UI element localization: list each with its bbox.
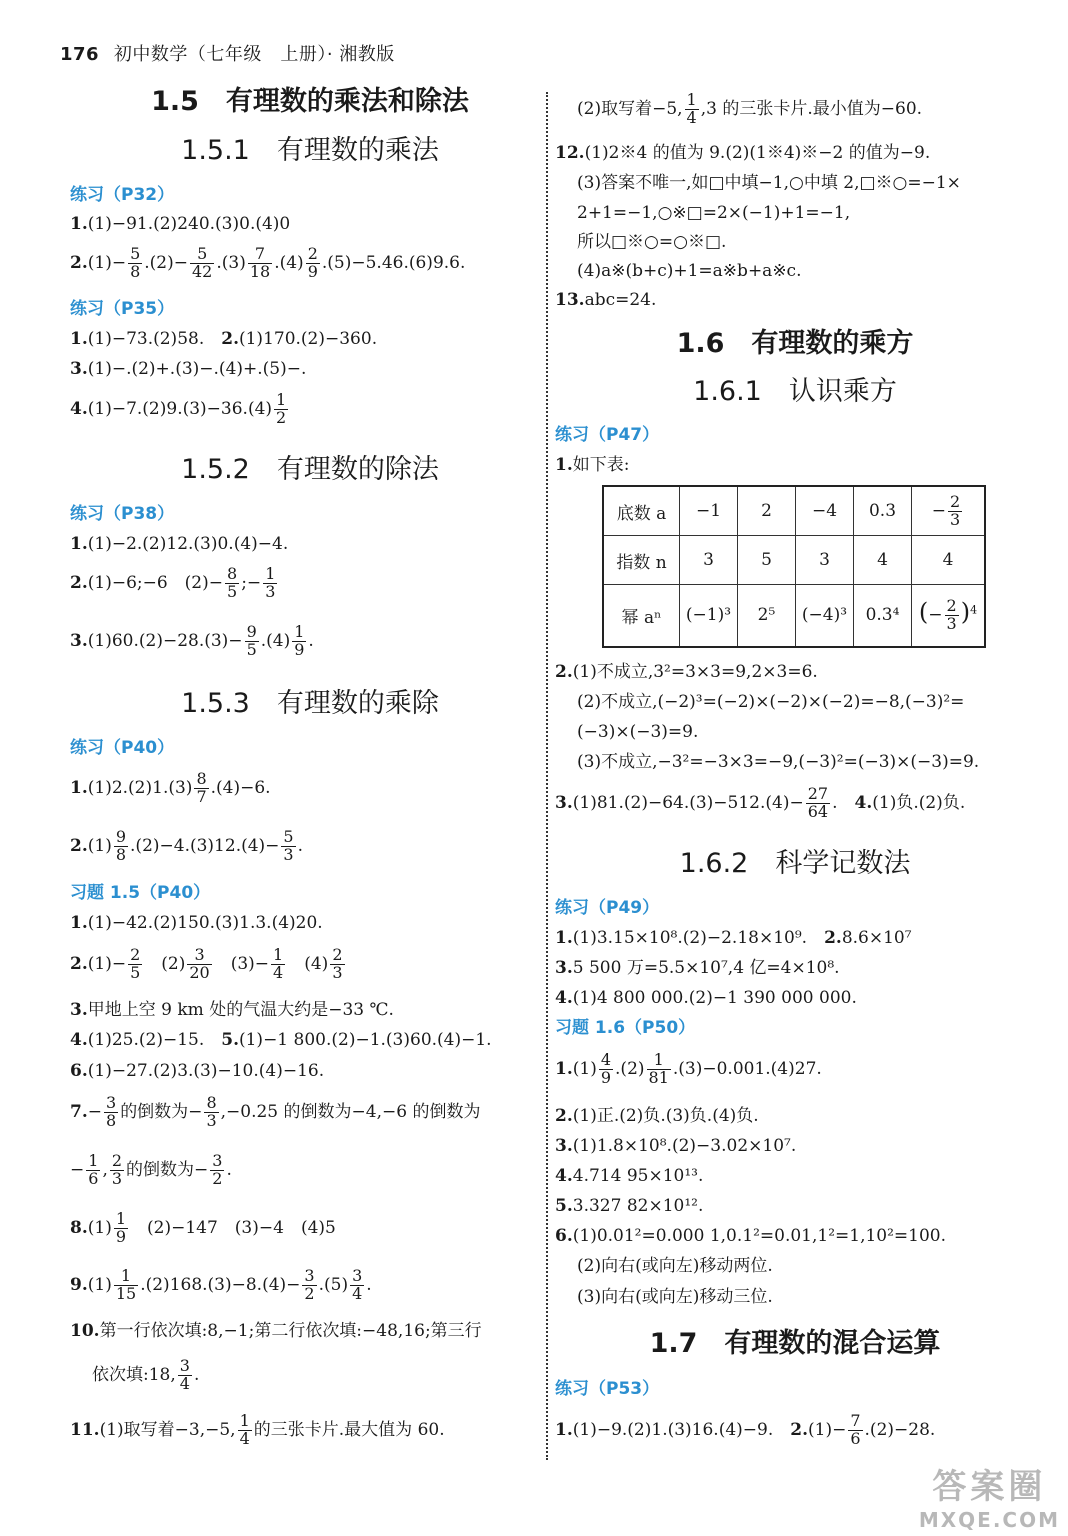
fraction: $\frac{1}{2}$ bbox=[276, 390, 287, 427]
answer-line: (2)向右(或向左)移动两位. bbox=[577, 1256, 773, 1276]
fraction: $\frac{3}{2}$ bbox=[304, 1266, 315, 1303]
answer-line: 1.(1)−9.(2)1.(3)16.(4)−9. 2.(1)− $\frac{7}{6}$ .(2)−28. bbox=[555, 1411, 936, 1448]
page-header bbox=[60, 40, 395, 66]
answer-line: 13.abc=24. bbox=[555, 290, 657, 310]
answer-line: 2.(1)− $\frac{5}{8}$ .(2)− $\frac{5}{42}$ .(3) $\frac{7}{18}$ .(4) $\frac{2}{9}$ .(5)−5.46.(6)9.6. bbox=[70, 244, 466, 281]
fraction: $\frac{2}{9}$ bbox=[307, 244, 318, 281]
subsection-title: 1.5.1 有理数的乘法 bbox=[181, 135, 439, 166]
watermark-logo: 答案圈 bbox=[932, 1467, 1047, 1507]
column-divider bbox=[546, 92, 548, 1460]
answer-line: 3.(1)−.(2)+.(3)−.(4)+.(5)−. bbox=[70, 359, 307, 379]
answer-line: 1.(1) $\frac{4}{9}$ .(2) $\frac{1}{81}$ .(3)−0.001.(4)27. bbox=[555, 1050, 822, 1087]
answer-line: 2.(1)− $\frac{2}{5}$ (2) $\frac{3}{20}$ (3)− $\frac{1}{4}$ (4) $\frac{2}{3}$ bbox=[70, 945, 343, 982]
table-cell: − $\frac{2}{3}$ bbox=[912, 486, 986, 536]
answer-line: 2.(1)−6;−6 (2)− $\frac{8}{5}$ ;− $\frac{1}{3}$ bbox=[70, 564, 276, 601]
table-cell: 幂 aⁿ bbox=[603, 585, 680, 647]
fraction: $\frac{5}{42}$ bbox=[192, 244, 213, 281]
fraction: $\frac{7}{6}$ bbox=[850, 1411, 861, 1448]
answer-line: 5.3.327 82×10¹². bbox=[555, 1196, 704, 1216]
exercise-label: 练习（P38） bbox=[70, 504, 175, 524]
table-cell: (−1)³ bbox=[680, 585, 738, 647]
fraction: $\frac{7}{18}$ bbox=[249, 244, 271, 281]
table-cell: (− $\frac{2}{3}$ )$^4$ bbox=[912, 585, 986, 647]
table-cell: 3 bbox=[680, 536, 738, 585]
table-cell: 4 bbox=[854, 536, 912, 585]
answer-line: 3.(1)60.(2)−28.(3)− $\frac{9}{5}$ .(4) $\frac{1}{9}$ . bbox=[70, 622, 314, 659]
fraction: $\frac{2}{3}$ bbox=[946, 596, 957, 633]
fraction: $\frac{1}{15}$ bbox=[115, 1266, 137, 1303]
fraction: $\frac{8}{3}$ bbox=[206, 1093, 217, 1130]
page-number: 176 bbox=[60, 44, 100, 65]
table-cell: 指数 n bbox=[603, 536, 680, 585]
table-cell: 0.3 bbox=[854, 486, 912, 536]
table-row bbox=[603, 536, 985, 585]
answer-line: 3.(1)81.(2)−64.(3)−512.(4)− $\frac{27}{64}$ . 4.(1)负.(2)负. bbox=[555, 784, 966, 821]
answer-line: 6.(1)−27.(2)3.(3)−10.(4)−16. bbox=[70, 1061, 325, 1081]
fraction: $\frac{4}{9}$ bbox=[600, 1050, 612, 1087]
table-cell: −1 bbox=[680, 486, 738, 536]
answer-line: (3)答案不唯一,如□中填−1,○中填 2,□※○=−1× bbox=[577, 173, 961, 193]
table-cell: 5 bbox=[738, 536, 796, 585]
exercise-label: 练习（P53） bbox=[555, 1379, 660, 1399]
answer-line: 依次填:18, $\frac{3}{4}$ . bbox=[92, 1356, 200, 1393]
answer-line: 2+1=−1,○※□=2×(−1)+1=−1, bbox=[577, 203, 851, 223]
fraction: $\frac{8}{5}$ bbox=[227, 564, 238, 601]
fraction: $\frac{2}{3}$ bbox=[950, 491, 961, 529]
answer-line: 所以□※○=○※□. bbox=[577, 232, 727, 252]
answer-line: 1.(1)3.15×10⁸.(2)−2.18×10⁹. 2.8.6×10⁷ bbox=[555, 928, 912, 948]
answer-line: 10.第一行依次填:8,−1;第二行依次填:−48,16;第三行 bbox=[70, 1321, 482, 1341]
answer-line: 3.甲地上空 9 km 处的气温大约是−33 ℃. bbox=[70, 1000, 394, 1020]
fraction: $\frac{1}{9}$ bbox=[294, 622, 305, 659]
answer-line: 1.(1)−73.(2)58. 2.(1)170.(2)−360. bbox=[70, 329, 378, 349]
table-cell: −4 bbox=[796, 486, 854, 536]
answer-line: (2)取写着−5, $\frac{1}{4}$ ,3 的三张卡片.最小值为−60. bbox=[577, 90, 923, 127]
fraction: $\frac{2}{3}$ bbox=[332, 945, 343, 982]
fraction: $\frac{3}{4}$ bbox=[352, 1266, 363, 1303]
fraction: $\frac{2}{5}$ bbox=[130, 945, 141, 982]
answer-line: (4)a※(b+c)+1=a※b+a※c. bbox=[577, 261, 802, 281]
fraction: $\frac{9}{5}$ bbox=[246, 622, 257, 659]
table-cell: 底数 a bbox=[603, 486, 680, 536]
watermark bbox=[919, 1459, 1060, 1532]
exercise-label: 练习（P35） bbox=[70, 299, 175, 319]
table-cell: 2 bbox=[738, 486, 796, 536]
fraction: $\frac{9}{8}$ bbox=[115, 827, 127, 864]
fraction: $\frac{1}{4}$ bbox=[239, 1411, 250, 1448]
fraction: $\frac{27}{64}$ bbox=[807, 784, 829, 821]
answer-line: 11.(1)取写着−3,−5, $\frac{1}{4}$ 的三张卡片.最大值为 60. bbox=[70, 1411, 445, 1448]
table-cell: 0.3⁴ bbox=[854, 585, 912, 647]
answer-line: 4.(1)−7.(2)9.(3)−36.(4) $\frac{1}{2}$ bbox=[70, 390, 287, 427]
fraction: $\frac{3}{20}$ bbox=[189, 945, 210, 982]
table-cell: (−4)³ bbox=[796, 585, 854, 647]
answer-line: 2.(1)正.(2)负.(3)负.(4)负. bbox=[555, 1106, 759, 1126]
answer-line: 8.(1) $\frac{1}{9}$ (2)−147 (3)−4 (4)5 bbox=[70, 1209, 336, 1246]
answer-line: (3)向右(或向左)移动三位. bbox=[577, 1287, 773, 1307]
exercise-label: 习题 1.6（P50） bbox=[555, 1018, 696, 1038]
answer-line: 1.(1)−91.(2)240.(3)0.(4)0 bbox=[70, 214, 291, 234]
section-title: 1.7 有理数的混合运算 bbox=[649, 1328, 941, 1359]
answer-line: 2.(1)不成立,3²=3×3=9,2×3=6. bbox=[555, 662, 818, 682]
fraction: $\frac{3}{2}$ bbox=[212, 1151, 223, 1188]
answer-line: 3.5 500 万=5.5×10⁷,4 亿=4×10⁸. bbox=[555, 958, 840, 978]
answer-line: 4.(1)4 800 000.(2)−1 390 000 000. bbox=[555, 988, 857, 1008]
fraction: $\frac{1}{81}$ bbox=[648, 1050, 669, 1087]
exercise-label: 练习（P49） bbox=[555, 898, 660, 918]
subsection-title: 1.5.3 有理数的乘除 bbox=[181, 688, 439, 719]
answer-line: 1.(1)−42.(2)150.(3)1.3.(4)20. bbox=[70, 913, 323, 933]
power-table bbox=[602, 485, 986, 648]
answer-line: (2)不成立,(−2)³=(−2)×(−2)×(−2)=−8,(−3)²= bbox=[577, 692, 965, 712]
answer-line: 1.如下表: bbox=[555, 455, 630, 475]
answer-line: (−3)×(−3)=9. bbox=[577, 722, 699, 742]
fraction: $\frac{1}{3}$ bbox=[265, 564, 276, 601]
section-title: 1.6 有理数的乘方 bbox=[676, 328, 914, 359]
answer-line: 4.(1)25.(2)−15. 5.(1)−1 800.(2)−1.(3)60.(4)−1. bbox=[70, 1030, 492, 1050]
fraction: $\frac{5}{3}$ bbox=[283, 827, 294, 864]
answer-line: 1.(1)2.(2)1.(3) $\frac{8}{7}$ .(4)−6. bbox=[70, 769, 271, 806]
answer-line: 2.(1) $\frac{9}{8}$ .(2)−4.(3)12.(4)− $\frac{5}{3}$ . bbox=[70, 827, 304, 864]
table-cell: 2⁵ bbox=[738, 585, 796, 647]
subsection-title: 1.6.1 认识乘方 bbox=[693, 376, 897, 407]
exercise-label: 习题 1.5（P40） bbox=[70, 883, 211, 903]
fraction: $\frac{1}{4}$ bbox=[686, 90, 697, 127]
table-row bbox=[603, 585, 985, 647]
subsection-title: 1.5.2 有理数的除法 bbox=[181, 454, 439, 485]
answer-line: − $\frac{1}{6}$ , $\frac{2}{3}$ 的倒数为− $\frac{3}{2}$ . bbox=[70, 1151, 232, 1188]
fraction: $\frac{3}{8}$ bbox=[106, 1093, 117, 1130]
exercise-label: 练习（P32） bbox=[70, 185, 175, 205]
fraction: $\frac{1}{9}$ bbox=[115, 1209, 127, 1246]
exercise-label: 练习（P40） bbox=[70, 738, 175, 758]
watermark-url: MXQE.COM bbox=[918, 1508, 1060, 1532]
answer-line: (3)不成立,−3²=−3×3=−9,(−3)²=(−3)×(−3)=9. bbox=[577, 752, 980, 772]
answer-line: 12.(1)2※4 的值为 9.(2)(1※4)※−2 的值为−9. bbox=[555, 143, 931, 163]
answer-line: 1.(1)−2.(2)12.(3)0.(4)−4. bbox=[70, 534, 289, 554]
subsection-title: 1.6.2 科学记数法 bbox=[679, 848, 911, 879]
answer-line: 7.− $\frac{3}{8}$ 的倒数为− $\frac{8}{3}$ ,−0.25 的倒数为−4,−6 的倒数为 bbox=[70, 1093, 481, 1130]
section-title: 1.5 有理数的乘法和除法 bbox=[151, 86, 469, 117]
answer-line: 6.(1)0.01²=0.000 1,0.1²=0.01,1²=1,10²=100. bbox=[555, 1226, 947, 1246]
book-title: 初中数学（七年级 上册）· 湘教版 bbox=[113, 44, 395, 65]
fraction: $\frac{1}{4}$ bbox=[273, 945, 284, 982]
table-cell: 4 bbox=[912, 536, 986, 585]
table-cell: 3 bbox=[796, 536, 854, 585]
fraction: $\frac{1}{6}$ bbox=[88, 1151, 99, 1188]
fraction: $\frac{2}{3}$ bbox=[111, 1151, 123, 1188]
answer-line: 3.(1)1.8×10⁸.(2)−3.02×10⁷. bbox=[555, 1136, 797, 1156]
answer-line: 9.(1) $\frac{1}{15}$ .(2)168.(3)−8.(4)− $\frac{3}{2}$ .(5) $\frac{3}{4}$ . bbox=[70, 1266, 372, 1303]
fraction: $\frac{3}{4}$ bbox=[179, 1356, 190, 1393]
fraction: $\frac{8}{7}$ bbox=[196, 769, 207, 806]
exercise-label: 练习（P47） bbox=[555, 425, 660, 445]
answer-line: 4.4.714 95×10¹³. bbox=[555, 1166, 704, 1186]
table-row bbox=[603, 486, 985, 536]
fraction: $\frac{5}{8}$ bbox=[130, 244, 141, 281]
